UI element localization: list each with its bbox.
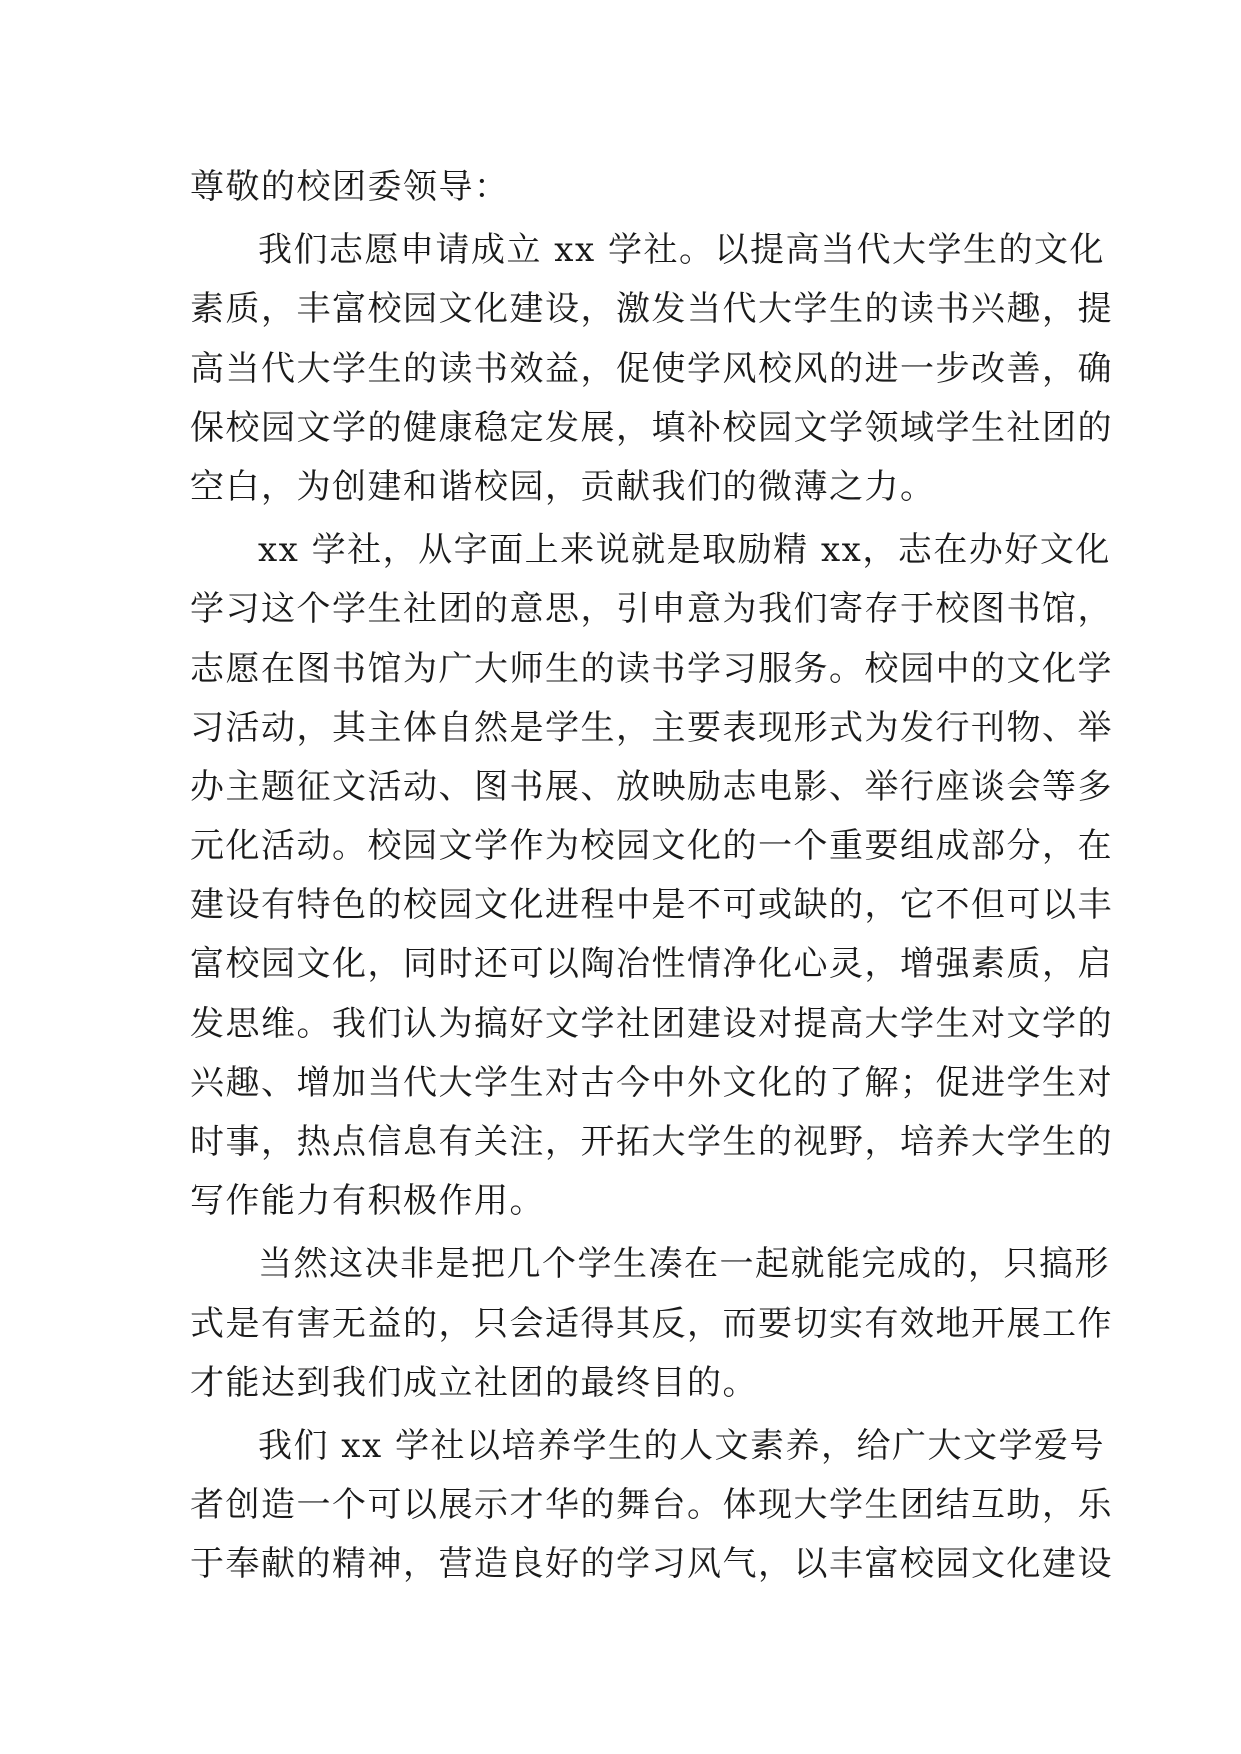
paragraph-line: 志愿在图书馆为广大师生的读书学习服务。校园中的文化学 [190,648,1113,689]
paragraph-3 [190,1235,1113,1413]
paragraph-line: xx 学社，从字面上来说就是取励精 xx，志在办好文化 [258,530,1111,571]
paragraph-1 [190,221,1113,517]
paragraph-line: 当然这决非是把几个学生凑在一起就能完成的，只搞形 [258,1244,1110,1285]
paragraph-line: 高当代大学生的读书效益，促使学风校风的进一步改善，确 [190,348,1113,389]
paragraph-line: 保校园文学的健康稳定发展，填补校园文学领域学生社团的 [190,407,1113,448]
paragraph-line: 习活动，其主体自然是学生，主要表现形式为发行刊物、举 [190,707,1113,748]
document-body [190,158,1113,1595]
paragraph-line: 元化活动。校园文学作为校园文化的一个重要组成部分，在 [190,826,1113,867]
paragraph-line: 我们 xx 学社以培养学生的人文素养，给广大文学爱号 [258,1425,1105,1466]
salutation: 尊敬的校团委领导： [190,167,510,207]
paragraph-line: 学习这个学生社团的意思，引申意为我们寄存于校图书馆， [190,589,1113,630]
paragraph-line: 写作能力有积极作用。 [190,1181,545,1222]
paragraph-line: 建设有特色的校园文化进程中是不可或缺的，它不但可以丰 [190,885,1113,926]
paragraph-line: 式是有害无益的，只会适得其反，而要切实有效地开展工作 [190,1303,1113,1344]
paragraph-line: 富校园文化，同时还可以陶冶性情净化心灵，增强素质，启 [190,944,1113,985]
paragraph-line: 空白，为创建和谐校园，贡献我们的微薄之力。 [190,466,936,507]
paragraph-4 [190,1417,1113,1595]
paragraph-line: 者创造一个可以展示才华的舞台。体现大学生团结互助，乐 [190,1485,1113,1526]
paragraph-line: 时事，热点信息有关注，开拓大学生的视野，培养大学生的 [190,1122,1113,1162]
paragraph-line: 于奉献的精神，营造良好的学习风气，以丰富校园文化建设 [190,1544,1113,1585]
paragraph-2 [190,521,1113,1231]
paragraph-line: 才能达到我们成立社团的最终目的。 [190,1362,758,1403]
paragraph-line: 办主题征文活动、图书展、放映励志电影、举行座谈会等多 [190,766,1113,807]
paragraph-line: 我们志愿申请成立 xx 学社。以提高当代大学生的文化 [258,230,1105,271]
paragraph-line: 兴趣、增加当代大学生对古今中外文化的了解；促进学生对 [190,1062,1113,1103]
paragraph-line: 素质，丰富校园文化建设，激发当代大学生的读书兴趣，提 [190,289,1113,330]
paragraph-line: 发思维。我们认为搞好文学社团建设对提高大学生对文学的 [190,1003,1113,1044]
